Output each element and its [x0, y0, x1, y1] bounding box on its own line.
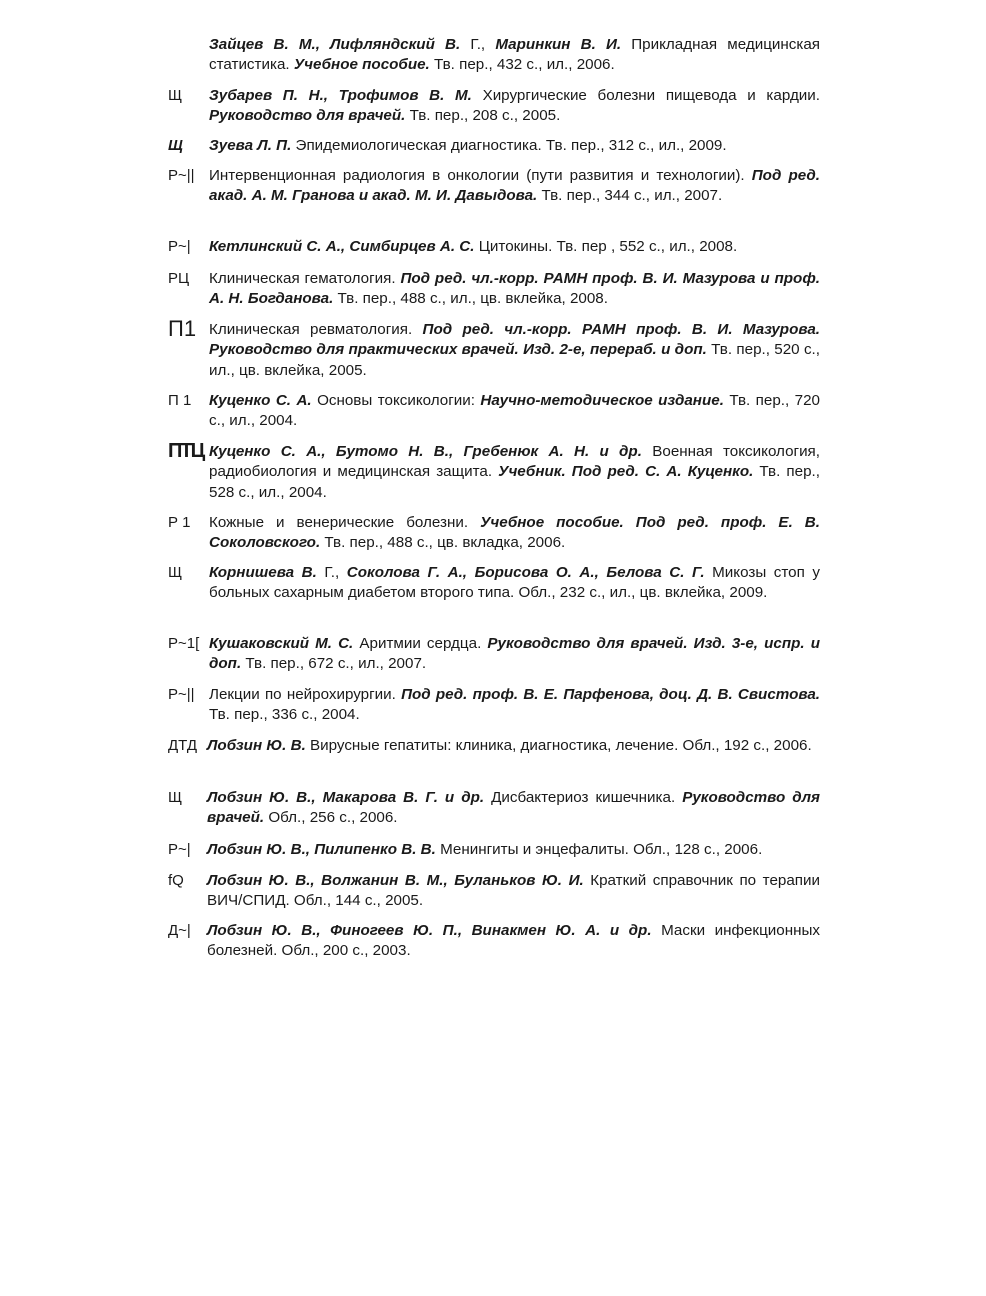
list-item [168, 840, 820, 860]
availability-mark: П1 [168, 316, 197, 341]
book-title: Клиническая ревматология. [209, 321, 423, 338]
entry-text [207, 871, 820, 912]
availability-mark: Щ [168, 789, 183, 806]
authors: Кетлинский С. А., Симбирцев А. С. [209, 238, 475, 255]
list-item [168, 442, 820, 503]
book-title: Интервенционная радиология в онкологии (пути развития и технологии). [209, 167, 752, 184]
availability-mark: Р~|| [168, 686, 195, 703]
entry-text [209, 166, 820, 207]
list-item [168, 563, 820, 604]
entry-text [209, 513, 820, 554]
publication-details: Тв. пер., 672 с., ил., 2007. [241, 655, 427, 673]
availability-mark: Р~|| [168, 167, 195, 184]
authors: Зайцев В. М., Лифляндский В. [209, 36, 471, 53]
book-title: Клиническая гематология. [209, 270, 401, 287]
availability-mark: Д~| [168, 922, 191, 939]
entry-text [207, 788, 820, 829]
entry-text [209, 269, 820, 310]
list-item [168, 788, 820, 829]
authors: Лобзин Ю. В., Макарова В. Г. и др. [207, 789, 485, 806]
editors: Под ред. акад. А. М. Гранова и акад. М. И. Давыдова. [209, 167, 820, 205]
book-title: Военная токсикология, радиобиология и медицинская защита. [209, 443, 821, 481]
book-title: Лекции по нейрохирургии. [209, 686, 402, 703]
list-item [168, 86, 820, 127]
availability-mark: Р~| [168, 841, 191, 858]
list-item [168, 871, 820, 912]
publication-details: Тв. пер., 488 с., ил., цв. вклейка, 2008. [333, 290, 608, 308]
availability-mark: ДТД [168, 737, 197, 754]
entry-text [207, 736, 820, 756]
plain-text: Г., [324, 564, 347, 581]
availability-mark: Р~1[ [168, 635, 200, 652]
authors: Кушаковский М. С. [209, 635, 354, 652]
entry-text [209, 442, 820, 503]
entry-text [209, 86, 820, 127]
list-item [168, 685, 820, 726]
book-title: Цитокины. Тв. пер , 552 с., ил., 2008. [474, 238, 738, 255]
edition-note: Учебное пособие. [293, 56, 430, 74]
list-item [168, 391, 820, 432]
entry-text [209, 685, 820, 726]
entry-text [209, 237, 820, 257]
list-item [168, 634, 820, 675]
authors: Корнишева В. [209, 564, 325, 581]
authors: Зубарев П. Н., Трофимов В. М. [209, 87, 472, 104]
list-item [168, 316, 820, 381]
authors: Лобзин Ю. В., Финогеев Ю. П., Винакмен Ю. А. и др. [207, 922, 652, 939]
entry-text [209, 136, 820, 156]
authors: Куценко С. А., Бутомо Н. В., Гребенюк А. Н. и др. [209, 443, 642, 460]
availability-mark: fQ [168, 872, 184, 889]
book-title: Эпидемиологическая диагностика. Тв. пер., 312 с., ил., 2009. [291, 137, 727, 154]
editors: Под ред. чл.-корр. РАМН проф. В. И. Мазурова и проф. А. Н. Богданова. [209, 270, 820, 308]
list-item [168, 35, 820, 76]
edition-note: Руководство для врачей. Изд. 3-е, испр. и доп. [209, 635, 821, 673]
publication-details: Тв. пер., 336 с., 2004. [209, 706, 360, 724]
book-title: Прикладная медицинская статистика. [209, 36, 821, 74]
entry-text [209, 634, 820, 675]
book-title: Кожные и венерические болезни. [209, 514, 481, 531]
authors: Лобзин Ю. В., Пилипенко В. В. [207, 841, 436, 858]
authors: Маринкин В. И. [495, 36, 622, 53]
publication-details: Тв. пер., 720 с., ил., 2004. [209, 392, 820, 430]
authors: Куценко С. А. [209, 392, 312, 409]
availability-mark: Р~| [168, 238, 191, 255]
book-title: Вирусные гепатиты: клиника, диагностика, лечение. Обл., 192 с., 2006. [305, 737, 812, 754]
publication-details: Обл., 256 с., 2006. [264, 809, 398, 827]
book-title: Краткий справочник по терапии ВИЧ/СПИД. Обл., 144 с., 2005. [207, 872, 820, 910]
publication-details: Тв. пер., 520 с., ил., цв. вклейка, 2005. [209, 341, 820, 379]
book-title: Менингиты и энцефалиты. Обл., 128 с., 2006. [435, 841, 763, 858]
authors: Зуева Л. П. [209, 137, 292, 154]
publication-details: Тв. пер., 208 с., 2005. [405, 107, 561, 125]
list-item [168, 921, 820, 962]
edition-note: Руководство для врачей. [207, 789, 821, 827]
authors: Соколова Г. А., Борисова О. А., Белова С. Г. [346, 564, 705, 581]
list-item [168, 166, 820, 207]
book-title: Дисбактериоз кишечника. [484, 789, 683, 806]
edition-note: Научно-методическое издание. [480, 392, 724, 409]
availability-mark: П 1 [168, 392, 192, 409]
list-item [168, 136, 820, 156]
publication-details: Тв. пер., 528 с., ил., 2004. [209, 463, 820, 501]
publication-details: Тв. пер., 344 с., ил., 2007. [537, 187, 723, 205]
entry-text [209, 391, 820, 432]
availability-mark: Щ [168, 137, 183, 154]
authors: Лобзин Ю. В. [207, 737, 306, 754]
list-item [168, 269, 820, 310]
list-item [168, 237, 820, 257]
availability-mark: РЦ [168, 270, 190, 287]
edition-note: Руководство для врачей. [209, 107, 406, 125]
authors: Лобзин Ю. В., Волжанин В. М., Буланьков Ю. И. [207, 872, 584, 889]
editors: Учебник. Под ред. С. А. Куценко. [498, 463, 754, 481]
list-item [168, 513, 820, 554]
availability-mark: Р 1 [168, 514, 191, 531]
book-title: Аритмии сердца. [353, 635, 488, 652]
entry-text [209, 563, 820, 604]
plain-text: Г., [470, 36, 496, 53]
publication-details: Тв. пер., 432 с., ил., 2006. [429, 56, 615, 74]
editors: Учебное пособие. Под ред. проф. Е. В. Соколовского. [209, 514, 820, 552]
book-title: Хирургические болезни пищевода и кардии. [471, 87, 820, 104]
editors: Под ред. проф. В. Е. Парфенова, доц. Д. В. Свистова. [401, 686, 820, 703]
publication-details: Тв. пер., 488 с., цв. вкладка, 2006. [320, 534, 566, 552]
entry-text [207, 840, 820, 860]
book-title: Основы токсикологии: [311, 392, 481, 409]
availability-mark: Щ [168, 87, 183, 104]
availability-mark: Щ [168, 564, 183, 581]
entry-text [207, 921, 820, 962]
list-item [168, 736, 820, 756]
book-title: Микозы стоп у больных сахарным диабетом второго типа. Обл., 232 с., ил., цв. вклейка, 2009. [209, 564, 820, 602]
entry-text [209, 320, 820, 381]
book-title: Маски инфекционных болезней. Обл., 200 с., 2003. [207, 922, 820, 960]
availability-mark: ПТЦ [168, 440, 204, 462]
editors: Под ред. чл.-корр. РАМН проф. В. И. Мазурова. Руководство для практических врачей. Изд. 2-е, перераб. и доп. [209, 321, 820, 359]
entry-text [209, 35, 820, 76]
